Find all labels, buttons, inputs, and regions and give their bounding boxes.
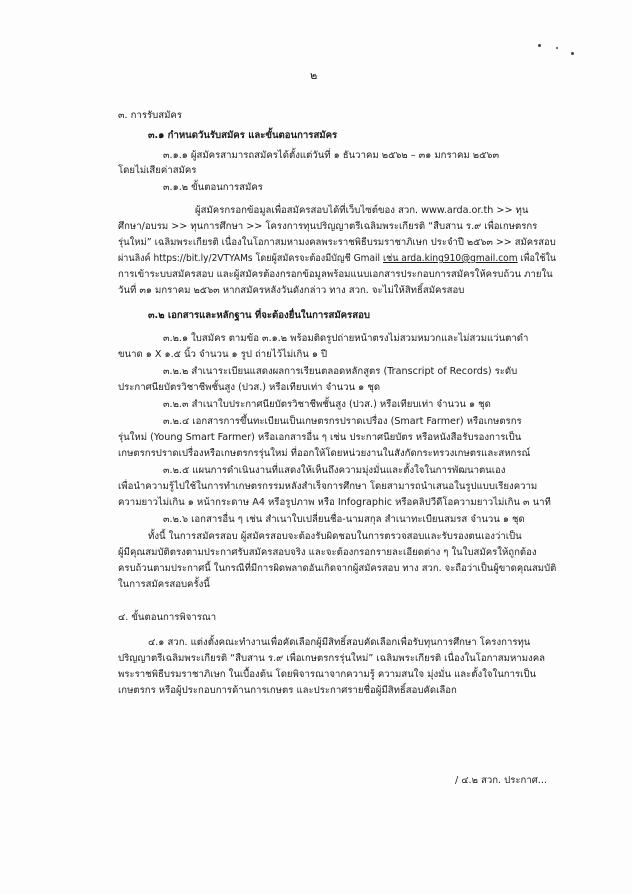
paragraph-text: เพื่อใช้ใน — [517, 253, 557, 264]
section-3-heading: ๓. การรับสมัคร — [118, 110, 182, 121]
paragraph-line — [118, 253, 556, 265]
paragraph-line: ครบถ้วนตามประกาศนี้ ในกรณีที่มีการผิดพลาดอันเกิดจากผู้สมัครสอบ ทาง สวก. จะถือว่าเป็นผู้ขาดคุณสมบัติ — [118, 563, 557, 574]
section-3-2-heading: ๓.๒ เอกสารและหลักฐาน ที่จะต้องยื่นในการสมัครสอบ — [148, 310, 370, 321]
paragraph-line: การเข้าระบบสมัครสอบ และผู้สมัครต้องกรอกข้อมูลพร้อมแนบเอกสารประกอบการสมัครให้ครบถ้วน ภายใน — [118, 269, 553, 280]
section-3-1-2-heading: ๓.๑.๒ ขั้นตอนการสมัคร — [163, 182, 263, 193]
paragraph-line: ผู้มีคุณสมบัติตรงตามประกาศรับสมัครสอบจริง และจะต้องกรอกรายละเอียดต่าง ๆ ในใบสมัครให้ถูกต้อง — [118, 547, 537, 558]
scan-speck — [538, 44, 541, 47]
scan-speck — [571, 52, 574, 55]
scan-speck — [556, 47, 558, 49]
paragraph-line: โดยไม่เสียค่าสมัคร — [118, 165, 197, 176]
paragraph-line: รุ่นใหม่ (Young Smart Farmer) หรือเอกสารอื่น ๆ เช่น ประกาศนียบัตร หรือหนังสือรับรองการเป็น — [118, 432, 522, 443]
section-4-heading: ๔. ขั้นตอนการพิจารณา — [118, 612, 217, 623]
paragraph-line: ๓.๒.๓ สำเนาใบประกาศนียบัตรวิชาชีพชั้นสูง (ปวส.) หรือเทียบเท่า จำนวน ๑ ชุด — [163, 399, 491, 410]
paragraph-line: เกษตรกรปราดเปรื่องหรือเกษตรกรรุ่นใหม่ ที่ออกให้โดยหน่วยงานในสังกัดกระทรวงเกษตรและสหกรณ์ — [118, 448, 531, 459]
paragraph-line: วันที่ ๓๑ มกราคม ๒๕๖๓ หากสมัครหลังวันดังกล่าว ทาง สวก. จะไม่ให้สิทธิ์สมัครสอบ — [118, 285, 465, 296]
paragraph-line: ๔.๑ สวก. แต่งตั้งคณะทำงานเพื่อคัดเลือกผู้มีสิทธิ์สอบคัดเลือกเพื่อรับทุนการศึกษา โครงการทุน — [148, 637, 531, 648]
paragraph-line: ทั้งนี้ ในการสมัครสอบ ผู้สมัครสอบจะต้องรับผิดชอบในการตรวจสอบและรับรองตนเองว่าเป็น — [148, 531, 522, 542]
paragraph-line: ปริญญาตรีเฉลิมพระเกียรติ “สืบสาน ร.๙ เพื่อเกษตรกรรุ่นใหม่” เฉลิมพระเกียรติ เนื่องในโอกาสมหามงคล — [118, 653, 546, 664]
paragraph-line: ประกาศนียบัตรวิชาชีพชั้นสูง (ปวส.) หรือเทียบเท่า จำนวน ๑ ชุด — [118, 382, 381, 393]
paragraph-line: ๓.๒.๖ เอกสารอื่น ๆ เช่น สำเนาใบเปลี่ยนชื่อ-นามสกุล สำเนาทะเบียนสมรส จำนวน ๑ ชุด — [163, 514, 525, 525]
paragraph-line: ความยาวไม่เกิน ๑ หน้ากระดาษ A4 หรือรูปภาพ หรือ Infographic หรือคลิปวีดีโอความยาวไม่เกิน ๓ นาที — [118, 497, 551, 508]
paragraph-line: เพื่อนำความรู้ไปใช้ในการทำเกษตรกรรมหลังสำเร็จการศึกษา โดยสามารถนำเสนอในรูปแบบเรียงความ — [118, 481, 538, 492]
paragraph-line: ๓.๒.๒ สำเนาระเบียนแสดงผลการเรียนตลอดหลักสูตร (Transcript of Records) ระดับ — [163, 366, 518, 377]
section-3-1-heading: ๓.๑ กำหนดวันรับสมัคร และขั้นตอนการสมัคร — [148, 130, 338, 141]
paragraph-line: ผู้สมัครกรอกข้อมูลเพื่อสมัครสอบได้ที่เว็บไซต์ของ สวก. www.arda.or.th >> ทุน — [195, 205, 529, 216]
gmail-example-link[interactable]: เช่น arda.king910@gmail.com — [382, 253, 518, 264]
paragraph-line: ๓.๒.๔ เอกสารการขึ้นทะเบียนเป็นเกษตรกรปราดเปรื่อง (Smart Farmer) หรือเกษตรกร — [163, 416, 522, 427]
paragraph-line: ๓.๑.๑ ผู้สมัครสามารถสมัครได้ตั้งแต่วันที่ ๑ ธันวาคม ๒๕๖๒ – ๓๑ มกราคม ๒๕๖๓ — [163, 150, 500, 161]
paragraph-text: ผ่านลิงค์ https://bit.ly/2VTYAMs โดยผู้สมัครจะต้องมีบัญชี Gmail — [118, 253, 383, 264]
paragraph-line: ศึกษา/อบรม >> ทุนการศึกษา >> โครงการทุนปริญญาตรีเฉลิมพระเกียรติ “สืบสาน ร.๙ เพื่อเกษตรกร — [118, 221, 538, 232]
paragraph-line: ขนาด ๑ X ๑.๕ นิ้ว จำนวน ๑ รูป ถ่ายไว้ไม่เกิน ๑ ปี — [118, 349, 328, 360]
continuation-note: / ๔.๒ สวก. ประกาศ... — [455, 775, 547, 786]
paragraph-line: พระราชพิธีบรมราชาภิเษก ในเบื้องต้น โดยพิจารณาจากความรู้ ความสนใจ มุ่งมั่น และตั้งใจในการเป็น — [118, 669, 537, 680]
paragraph-line: ในการสมัครสอบครั้งนี้ — [118, 579, 210, 590]
paragraph-line: ๓.๒.๕ แผนการดำเนินงานที่แสดงให้เห็นถึงความมุ่งมั่นและตั้งใจในการพัฒนาตนเอง — [163, 465, 506, 476]
page-number: ๒ — [310, 69, 318, 82]
paragraph-line: เกษตรกร หรือผู้ประกอบการด้านการเกษตร และประกาศรายชื่อผู้มีสิทธิ์สอบคัดเลือก — [118, 685, 457, 696]
paragraph-line: รุ่นใหม่” เฉลิมพระเกียรติ เนื่องในโอกาสมหามงคลพระราชพิธีบรมราชาภิเษก ประจำปี ๒๕๖๓ >> สมัครสอบ — [118, 237, 556, 248]
paragraph-line: ๓.๒.๑ ใบสมัคร ตามข้อ ๓.๑.๒ พร้อมติดรูปถ่ายหน้าตรงไม่สวมหมวกและไม่สวมแว่นตาดำ — [163, 333, 529, 344]
